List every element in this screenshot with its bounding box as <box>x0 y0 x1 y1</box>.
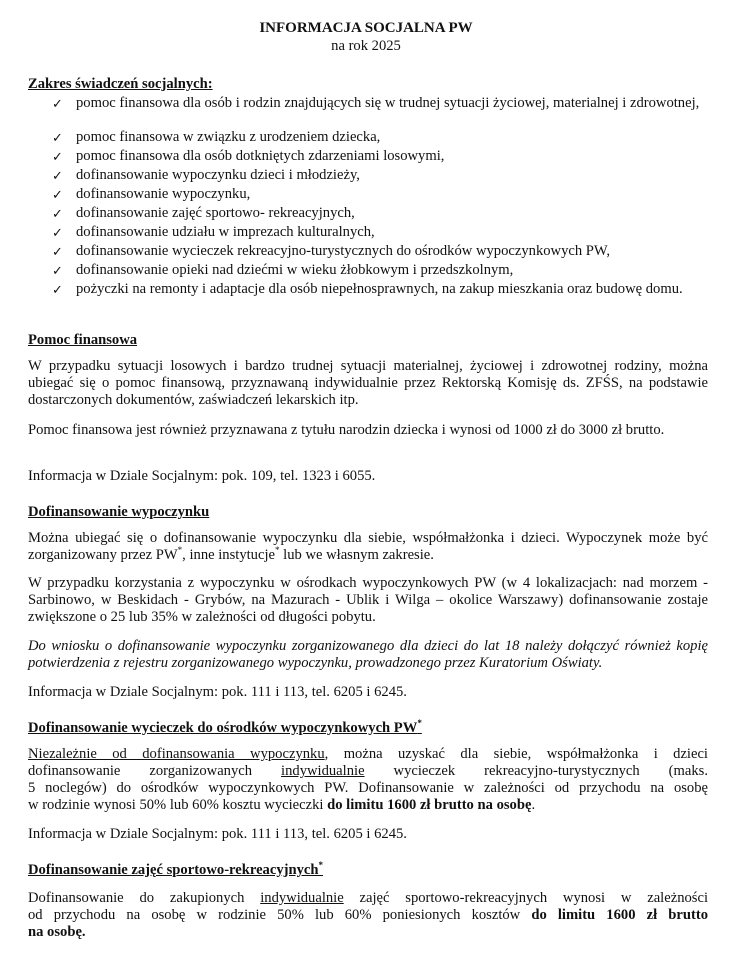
sports-paragraph <box>28 890 708 941</box>
list-item <box>52 243 712 262</box>
vacation-paragraph-2: W przypadku korzystania z wypoczynku w ośrodkach wypoczynkowych PW (w 4 lokalizacjach: nad morzem - Sarbinowo, w Beskidach - Grybów, na Mazurach - Ublik i Wilga – okolice Warszawy) dofinansowanie zostaje zwiększone o 25 lub 35% w zależności od długości pobytu. <box>28 575 708 625</box>
trips-text: . <box>531 797 536 813</box>
list-item <box>52 148 712 167</box>
list-item <box>52 129 712 148</box>
checkmark-icon: ✓ <box>52 149 63 164</box>
footnote-mark: * <box>275 545 280 556</box>
vacation-text-a: Można ubiegać się o dofinansowanie wypoczynku dla siebie, współmałżonka i dzieci. Wypoczynek może być zorganizowany przez PW <box>28 530 708 563</box>
vacation-text-b: , inne instytucje <box>182 547 275 563</box>
footnote-mark: * <box>417 718 422 729</box>
trips-line-1 <box>28 746 708 763</box>
financial-aid-heading: Pomoc finansowa <box>28 332 138 348</box>
list-item <box>52 281 712 315</box>
list-item <box>52 167 712 186</box>
trips-line-2 <box>28 763 708 780</box>
trips-underlined-text: Niezależnie od dofinansowania wypoczynku <box>28 746 325 762</box>
list-item-text: dofinansowanie udziału w imprezach kulturalnych, <box>76 224 375 240</box>
checkmark-icon: ✓ <box>52 187 63 202</box>
checkmark-icon: ✓ <box>52 168 63 183</box>
checkmark-icon: ✓ <box>52 206 63 221</box>
vacation-heading: Dofinansowanie wypoczynku <box>28 504 210 520</box>
list-item <box>52 262 712 281</box>
trips-heading-text: Dofinansowanie wycieczek do ośrodków wypoczynkowych PW <box>28 720 418 736</box>
checkmark-icon: ✓ <box>52 130 63 145</box>
sports-underlined-text: indywidualnie <box>260 890 344 906</box>
sports-bold-text: do limitu 1600 zł brutto <box>531 907 708 923</box>
list-item-text: pożyczki na remonty i adaptacje dla osób niepełnosprawnych, na zakup mieszkania oraz budowę domu. <box>76 281 683 297</box>
sports-line-1 <box>28 890 708 907</box>
list-item <box>52 95 712 129</box>
list-item-text: pomoc finansowa dla osób dotkniętych zdarzeniami losowymi, <box>76 148 445 164</box>
financial-aid-paragraph-1: W przypadku sytuacji losowych i bardzo trudnej sytuacji materialnej, życiowej i zdrowotnej rodziny, można ubiegać się o pomoc finansową, przyznawaną indywidualnie przez Rektorską Komisję ds. ZFŚS, na podstawie dostarczonych dokumentów, zaświadczeń lekarskich itp. <box>28 358 708 408</box>
list-item <box>52 205 712 224</box>
sports-line-3: na osobę. <box>28 924 86 940</box>
list-item-text: pomoc finansowa w związku z urodzeniem dziecka, <box>76 129 381 145</box>
checkmark-icon: ✓ <box>52 263 63 278</box>
trips-text: wycieczek rekreacyjno-turystycznych (maks. <box>364 763 708 779</box>
list-item-text: dofinansowanie wycieczek rekreacyjno-turystycznych do ośrodków wypoczynkowych PW, <box>76 243 610 259</box>
list-item-text: dofinansowanie opieki nad dziećmi w wieku żłobkowym i przedszkolnym, <box>76 262 514 278</box>
trips-text: , można uzyskać dla siebie, współmałżonka i dzieci <box>324 746 708 762</box>
vacation-note: Do wniosku o dofinansowanie wypoczynku zorganizowanego dla dzieci do lat 18 należy dołączyć również kopię potwierdzenia z rejestru zorganizowanego wypoczynku, prowadzonego przez Kuratorium Oświaty. <box>28 638 708 671</box>
list-item-text: dofinansowanie wypoczynku dzieci i młodzieży, <box>76 167 360 183</box>
trips-text: dofinansowanie zorganizowanych <box>28 763 282 779</box>
scope-heading: Zakres świadczeń socjalnych: <box>28 76 213 92</box>
sports-heading-text: Dofinansowanie zajęć sportowo-rekreacyjnych <box>28 862 319 878</box>
trips-line-4 <box>28 797 708 814</box>
checkmark-icon: ✓ <box>52 244 63 259</box>
sports-heading <box>28 862 323 879</box>
list-item-text: dofinansowanie zajęć sportowo- rekreacyjnych, <box>76 205 355 221</box>
checkmark-icon: ✓ <box>52 282 63 297</box>
trips-underlined-text: indywidualnie <box>281 763 365 779</box>
trips-paragraph <box>28 746 708 814</box>
trips-text: w rodzinie wynosi 50% lub 60% kosztu wycieczki <box>28 797 328 813</box>
vacation-info: Informacja w Dziale Socjalnym: pok. 111 i 113, tel. 6205 i 6245. <box>28 684 407 700</box>
sports-text: Dofinansowanie do zakupionych <box>28 890 261 906</box>
trips-heading <box>28 720 422 737</box>
list-item-text: dofinansowanie wypoczynku, <box>76 186 251 202</box>
document-subtitle: na rok 2025 <box>331 38 401 54</box>
vacation-text-c: lub we własnym zakresie. <box>279 547 434 563</box>
checkmark-icon: ✓ <box>52 225 63 240</box>
sports-line-2 <box>28 907 708 924</box>
financial-aid-info: Informacja w Dziale Socjalnym: pok. 109, tel. 1323 i 6055. <box>28 468 376 484</box>
trips-bold-text: do limitu 1600 zł brutto na osobę <box>327 797 532 813</box>
footnote-mark: * <box>177 545 183 556</box>
trips-info: Informacja w Dziale Socjalnym: pok. 111 i 113, tel. 6205 i 6245. <box>28 826 407 842</box>
footnote-mark: * <box>318 860 323 871</box>
financial-aid-paragraph-2: Pomoc finansowa jest również przyznawana z tytułu narodzin dziecka i wynosi od 1000 zł do 3000 zł brutto. <box>28 422 665 438</box>
list-item <box>52 224 712 243</box>
trips-line-3: 5 noclegów) do ośrodków wypoczynkowych PW. Dofinansowanie w zależności od przychodu na osobę <box>28 780 708 796</box>
checkmark-icon: ✓ <box>52 96 63 111</box>
vacation-paragraph-1 <box>28 530 708 564</box>
list-item <box>52 186 712 205</box>
sports-text: od przychodu na osobę w rodzinie 50% lub 60% poniesionych kosztów <box>28 907 532 923</box>
document-title: INFORMACJA SOCJALNA PW <box>259 20 473 36</box>
scope-list <box>52 95 712 315</box>
sports-text: zajęć sportowo-rekreacyjnych wynosi w zależności <box>343 890 708 906</box>
list-item-text: pomoc finansowa dla osób i rodzin znajdujących się w trudnej sytuacji życiowej, materialnej i zdrowotnej, <box>76 95 700 111</box>
